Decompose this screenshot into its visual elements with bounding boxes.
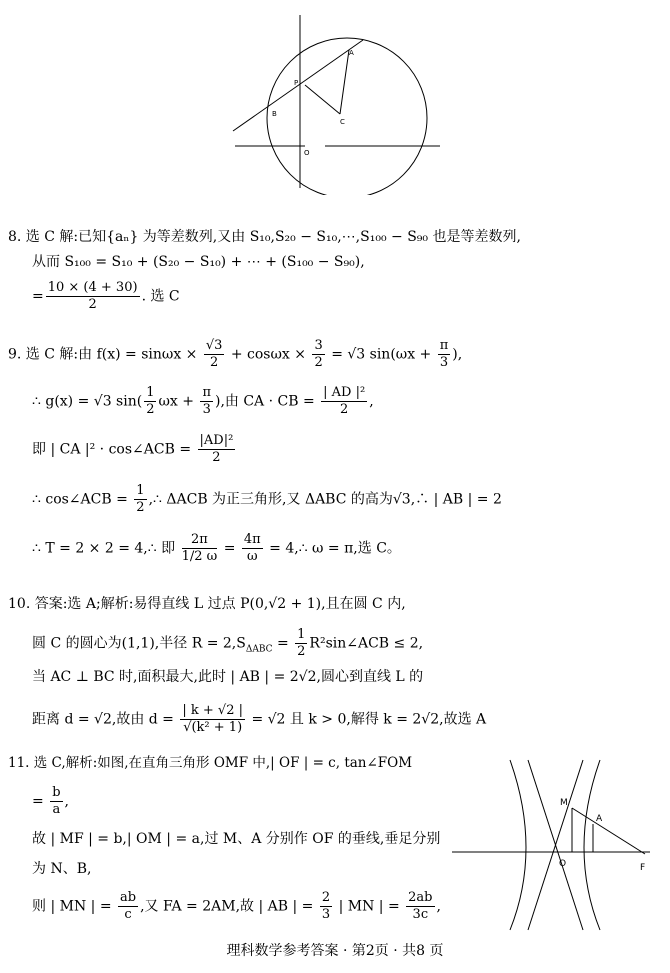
q10-l2-fn: 1	[297, 627, 306, 642]
q9-l1-f3d: 3	[439, 355, 449, 370]
q10-l2-mid: =	[276, 635, 289, 652]
q9-l1-head: 9. 选 C 解:由 f(x) = sinωx ×	[8, 346, 198, 363]
q11-l5-f3n: 2ab	[408, 890, 433, 905]
label-c: C	[340, 118, 345, 126]
q9-l5-head: ∴ T = 2 × 2 = 4,∴ 即	[32, 540, 176, 557]
q9-l4-fd: 2	[136, 500, 145, 515]
label-m: M	[560, 798, 568, 808]
q9-l2-tail: ,	[369, 393, 374, 410]
segment-ac	[340, 50, 349, 114]
hyperbola-figure	[450, 758, 665, 933]
label-o2: O	[559, 859, 567, 869]
q8-tail: . 选 C	[141, 288, 180, 305]
q9-line-3	[32, 433, 237, 466]
q11-l2-fd: a	[52, 802, 61, 817]
q9-l2-f2d: 3	[202, 402, 211, 417]
q9-l2-f2n: π	[202, 385, 211, 400]
q9-l1-mid2: = √3 sin(ωx +	[331, 346, 432, 363]
q10-line-4	[32, 703, 486, 736]
q10-l4-fn: | k + √2 |	[182, 703, 243, 718]
q9-l2-head: ∴ g(x) = √3 sin(	[32, 393, 143, 410]
q9-l2-f3d: 2	[340, 402, 349, 417]
q9-l2-f1d: 2	[146, 402, 155, 417]
q9-l5-f1n: 2π	[182, 532, 218, 549]
q9-l4-head: ∴ cos∠ACB =	[32, 491, 128, 508]
q8-fraction-den: 2	[88, 297, 97, 312]
q9-l2-f3n: | AD |²	[323, 385, 366, 400]
q10-line-2	[32, 627, 423, 660]
segment-pc	[305, 85, 340, 114]
q9-l1-f2d: 2	[314, 355, 323, 370]
q9-l2-mid: ωx +	[158, 393, 194, 410]
q11-l5-f2n: 2	[321, 890, 331, 905]
q11-l2-fn: b	[52, 785, 61, 800]
q10-l4-head: 距离 d = √2,故由 d =	[32, 711, 174, 728]
q9-l4-fn: 1	[136, 483, 145, 498]
q11-l5-f2d: 3	[321, 907, 331, 922]
q8-fraction-num: 10 × (4 + 30)	[47, 280, 138, 295]
q9-line-5	[32, 532, 401, 565]
q9-l5-f1d: 1/2 ω	[181, 549, 218, 564]
q9-l1-f1n: √3	[205, 338, 223, 353]
page-footer: 理科数学参考答案 · 第2页 · 共8 页	[226, 943, 444, 959]
q9-l1-f3n: π	[439, 338, 449, 353]
q9-l2-f1n: 1	[146, 385, 155, 400]
q9-l3-head: 即 | CA |² · cos∠ACB =	[32, 441, 192, 458]
q8-line-2: 从而 S₁₀₀ = S₁₀ + (S₂₀ − S₁₀) + ⋯ + (S₁₀₀ − S₉₀),	[32, 254, 365, 270]
q9-l3-fd: 2	[212, 450, 221, 465]
q9-l1-tail: ),	[452, 346, 463, 363]
q11-l2-tail: ,	[64, 793, 69, 810]
q9-line-4	[32, 483, 502, 516]
q10-l4-fd: √(k² + 1)	[183, 720, 243, 735]
q10-l2-head: 圆 C 的圆心为(1,1),半径 R = 2,S	[32, 635, 246, 652]
q11-l5-mid: ,又 FA = 2AM,故 | AB | =	[140, 898, 314, 915]
q9-l3-fn: |AD|²	[199, 433, 234, 448]
label-f: F	[640, 863, 646, 873]
q11-line-3: 故 | MF | = b,| OM | = a,过 M、A 分别作 OF 的垂线,垂足分别	[32, 831, 441, 847]
q9-l5-mid: =	[223, 540, 236, 557]
q11-l5-f3d: 3c	[412, 907, 429, 922]
q11-line-5	[32, 890, 441, 923]
q11-line-4: 为 N、B,	[32, 861, 92, 877]
label-p: P	[294, 79, 299, 87]
q9-l5-f2d: ω	[246, 549, 258, 564]
q11-line-1: 11. 选 C,解析:如图,在直角三角形 OMF 中,| OF | = c, tan∠FOM	[8, 755, 413, 771]
q9-l5-tail: = 4,∴ ω = π,选 C。	[269, 540, 401, 557]
q10-l2-tail: R²sin∠ACB ≤ 2,	[309, 635, 424, 652]
q9-l5-f2n: 4π	[243, 532, 261, 547]
q11-l5-f1n: ab	[120, 890, 137, 905]
label-o: O	[304, 149, 310, 157]
q11-line-2	[32, 785, 69, 818]
circle-figure	[225, 10, 455, 195]
hyperbola-right-branch	[584, 760, 600, 930]
q9-l1-f1d: 2	[209, 355, 219, 370]
q9-l1-mid: + cosωx ×	[230, 346, 306, 363]
q11-l5-mid2: | MN | =	[338, 898, 400, 915]
q9-line-1	[8, 338, 462, 371]
label-a2: A	[596, 814, 603, 824]
q9-l1-f2n: 3	[314, 338, 323, 353]
q11-l5-head: 则 | MN | =	[32, 898, 112, 915]
q10-line-1: 10. 答案:选 A;解析:易得直线 L 过点 P(0,√2 + 1),且在圆 C 内,	[8, 596, 406, 612]
q11-l5-f1d: c	[124, 907, 132, 922]
label-a: A	[349, 49, 354, 57]
q11-l2-head: =	[32, 793, 44, 810]
segment-mf	[572, 808, 645, 854]
q10-l2-sub: ΔABC	[245, 644, 273, 655]
q9-line-2	[32, 385, 374, 418]
q9-l4-tail: ,∴ ΔACB 为正三角形,又 ΔABC 的高为√3,∴ | AB | = 2	[148, 491, 502, 508]
q8-line-3: = $\frac{10 \times (4 + 30)}{2}$ . 选 C	[32, 280, 180, 312]
q10-l2-fd: 2	[297, 644, 306, 659]
label-b: B	[272, 110, 277, 118]
q8-line-1: 8. 选 C 解:已知{aₙ} 为等差数列,又由 S₁₀,S₂₀ − S₁₀,⋯,S₁₀₀ − S₉₀ 也是等差数列,	[8, 229, 521, 245]
q9-l2-mid2: ),由 CA · CB =	[214, 393, 315, 410]
hyperbola-left-branch	[510, 760, 526, 930]
q11-l5-tail: ,	[436, 898, 441, 915]
q10-l4-tail: = √2 且 k > 0,解得 k = 2√2,故选 A	[251, 711, 487, 728]
q10-line-3: 当 AC ⊥ BC 时,面积最大,此时 | AB | = 2√2,圆心到直线 L 的	[32, 669, 424, 685]
